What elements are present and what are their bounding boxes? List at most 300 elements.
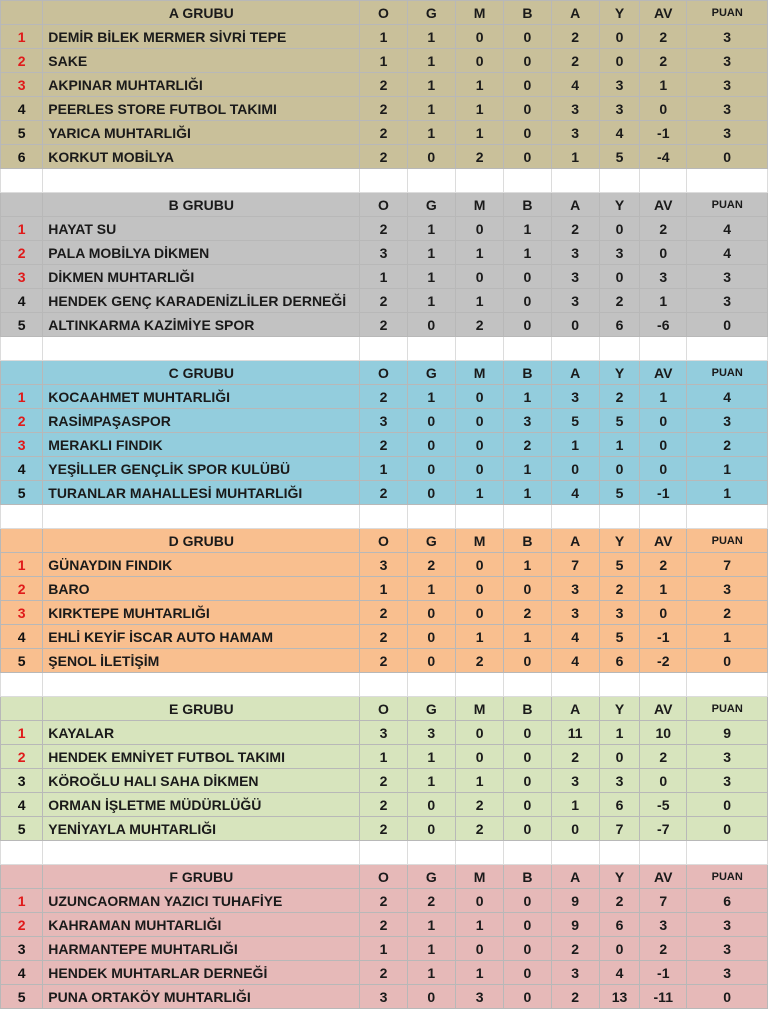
played-cell: 2 — [360, 961, 407, 985]
spacer-cell — [599, 841, 639, 865]
column-header-played: O — [360, 865, 407, 889]
group-header-row — [1, 697, 768, 721]
spacer-cell — [551, 169, 599, 193]
goals-against-cell: 3 — [599, 241, 639, 265]
won-cell: 1 — [407, 265, 455, 289]
goals-for-cell: 4 — [551, 73, 599, 97]
column-header-won: G — [407, 361, 455, 385]
goal-difference-cell: 0 — [640, 769, 687, 793]
spacer-cell — [455, 169, 503, 193]
spacer-cell — [455, 337, 503, 361]
team-row — [1, 793, 768, 817]
drawn-cell: 1 — [455, 625, 503, 649]
column-header-won: G — [407, 193, 455, 217]
spacer-cell — [687, 841, 768, 865]
group-spacer-row — [1, 169, 768, 193]
won-cell: 0 — [407, 649, 455, 673]
rank-cell: 6 — [1, 145, 43, 169]
rank-cell: 2 — [1, 241, 43, 265]
column-header-drawn: M — [455, 697, 503, 721]
points-cell: 4 — [687, 385, 768, 409]
played-cell: 2 — [360, 433, 407, 457]
goals-against-cell: 6 — [599, 649, 639, 673]
rank-cell: 3 — [1, 433, 43, 457]
points-cell: 1 — [687, 625, 768, 649]
goals-against-cell: 0 — [599, 457, 639, 481]
drawn-cell: 1 — [455, 289, 503, 313]
points-cell: 9 — [687, 721, 768, 745]
lost-cell: 0 — [504, 25, 551, 49]
spacer-cell — [599, 673, 639, 697]
rank-cell: 4 — [1, 457, 43, 481]
team-name-cell: MERAKLI FINDIK — [43, 433, 360, 457]
goals-for-cell: 4 — [551, 649, 599, 673]
goals-for-cell: 3 — [551, 385, 599, 409]
points-cell: 3 — [687, 937, 768, 961]
team-name-cell: BARO — [43, 577, 360, 601]
team-row — [1, 481, 768, 505]
column-header-goals-against: Y — [599, 361, 639, 385]
played-cell: 3 — [360, 241, 407, 265]
column-header-won: G — [407, 697, 455, 721]
goals-against-cell: 2 — [599, 577, 639, 601]
spacer-cell — [599, 337, 639, 361]
points-cell: 0 — [687, 985, 768, 1009]
team-row — [1, 409, 768, 433]
goals-against-cell: 13 — [599, 985, 639, 1009]
goals-for-cell: 2 — [551, 49, 599, 73]
goal-difference-cell: -5 — [640, 793, 687, 817]
spacer-cell — [551, 505, 599, 529]
spacer-cell — [687, 337, 768, 361]
goals-against-cell: 5 — [599, 409, 639, 433]
spacer-cell — [1, 337, 43, 361]
goals-against-cell: 3 — [599, 97, 639, 121]
lost-cell: 0 — [504, 97, 551, 121]
spacer-cell — [640, 169, 687, 193]
column-header-won: G — [407, 1, 455, 25]
goals-against-cell: 2 — [599, 385, 639, 409]
goals-for-cell: 3 — [551, 601, 599, 625]
points-cell: 3 — [687, 913, 768, 937]
goal-difference-cell: 0 — [640, 409, 687, 433]
spacer-cell — [640, 841, 687, 865]
column-header-goals-for: A — [551, 1, 599, 25]
played-cell: 2 — [360, 601, 407, 625]
drawn-cell: 0 — [455, 217, 503, 241]
team-name-cell: RASİMPAŞASPOR — [43, 409, 360, 433]
played-cell: 2 — [360, 481, 407, 505]
played-cell: 2 — [360, 649, 407, 673]
points-cell: 0 — [687, 313, 768, 337]
points-cell: 3 — [687, 49, 768, 73]
team-row — [1, 961, 768, 985]
spacer-cell — [360, 505, 407, 529]
drawn-cell: 1 — [455, 73, 503, 97]
spacer-cell — [43, 337, 360, 361]
rank-cell: 4 — [1, 961, 43, 985]
goals-for-cell: 9 — [551, 889, 599, 913]
drawn-cell: 0 — [455, 577, 503, 601]
points-cell: 3 — [687, 577, 768, 601]
won-cell: 1 — [407, 97, 455, 121]
team-row — [1, 313, 768, 337]
column-header-points: PUAN — [687, 361, 768, 385]
goals-against-cell: 1 — [599, 721, 639, 745]
drawn-cell: 1 — [455, 913, 503, 937]
team-row — [1, 217, 768, 241]
drawn-cell: 0 — [455, 721, 503, 745]
goal-difference-cell: 0 — [640, 457, 687, 481]
column-header-goals-for: A — [551, 529, 599, 553]
column-header-points: PUAN — [687, 697, 768, 721]
goals-for-cell: 7 — [551, 553, 599, 577]
spacer-cell — [455, 505, 503, 529]
goal-difference-cell: -7 — [640, 817, 687, 841]
team-name-cell: ŞENOL İLETİŞİM — [43, 649, 360, 673]
spacer-cell — [551, 673, 599, 697]
group-header-row — [1, 193, 768, 217]
header-blank-cell — [1, 865, 43, 889]
team-row — [1, 937, 768, 961]
team-row — [1, 121, 768, 145]
rank-cell: 5 — [1, 817, 43, 841]
played-cell: 1 — [360, 745, 407, 769]
team-row — [1, 433, 768, 457]
column-header-goal-difference: AV — [640, 865, 687, 889]
lost-cell: 1 — [504, 625, 551, 649]
team-row — [1, 73, 768, 97]
column-header-points: PUAN — [687, 865, 768, 889]
spacer-cell — [43, 505, 360, 529]
points-cell: 3 — [687, 73, 768, 97]
lost-cell: 0 — [504, 73, 551, 97]
goals-for-cell: 11 — [551, 721, 599, 745]
goals-for-cell: 3 — [551, 289, 599, 313]
lost-cell: 0 — [504, 745, 551, 769]
goals-for-cell: 0 — [551, 457, 599, 481]
goals-against-cell: 2 — [599, 289, 639, 313]
goal-difference-cell: 2 — [640, 49, 687, 73]
lost-cell: 0 — [504, 265, 551, 289]
goals-against-cell: 0 — [599, 25, 639, 49]
column-header-played: O — [360, 1, 407, 25]
goals-for-cell: 3 — [551, 265, 599, 289]
goal-difference-cell: 0 — [640, 97, 687, 121]
lost-cell: 0 — [504, 793, 551, 817]
column-header-played: O — [360, 361, 407, 385]
team-name-cell: KORKUT MOBİLYA — [43, 145, 360, 169]
drawn-cell: 0 — [455, 937, 503, 961]
group-header-row — [1, 1, 768, 25]
team-name-cell: KÖROĞLU HALI SAHA DİKMEN — [43, 769, 360, 793]
column-header-drawn: M — [455, 865, 503, 889]
column-header-points: PUAN — [687, 1, 768, 25]
team-row — [1, 889, 768, 913]
spacer-cell — [43, 673, 360, 697]
spacer-cell — [1, 505, 43, 529]
team-name-cell: HAYAT SU — [43, 217, 360, 241]
team-name-cell: PALA MOBİLYA DİKMEN — [43, 241, 360, 265]
team-row — [1, 457, 768, 481]
spacer-cell — [360, 841, 407, 865]
team-name-cell: UZUNCAORMAN YAZICI TUHAFİYE — [43, 889, 360, 913]
group-title: F GRUBU — [43, 865, 360, 889]
rank-cell: 5 — [1, 313, 43, 337]
goals-against-cell: 4 — [599, 961, 639, 985]
goals-against-cell: 2 — [599, 889, 639, 913]
goals-for-cell: 1 — [551, 145, 599, 169]
column-header-goal-difference: AV — [640, 1, 687, 25]
lost-cell: 2 — [504, 601, 551, 625]
drawn-cell: 3 — [455, 985, 503, 1009]
won-cell: 1 — [407, 121, 455, 145]
spacer-cell — [687, 673, 768, 697]
rank-cell: 4 — [1, 97, 43, 121]
lost-cell: 0 — [504, 937, 551, 961]
spacer-cell — [455, 841, 503, 865]
goal-difference-cell: 1 — [640, 577, 687, 601]
lost-cell: 0 — [504, 769, 551, 793]
played-cell: 1 — [360, 25, 407, 49]
spacer-cell — [43, 169, 360, 193]
lost-cell: 0 — [504, 985, 551, 1009]
goal-difference-cell: -2 — [640, 649, 687, 673]
goals-against-cell: 0 — [599, 49, 639, 73]
won-cell: 0 — [407, 409, 455, 433]
points-cell: 7 — [687, 553, 768, 577]
rank-cell: 4 — [1, 625, 43, 649]
goals-for-cell: 3 — [551, 241, 599, 265]
goals-for-cell: 3 — [551, 121, 599, 145]
points-cell: 3 — [687, 409, 768, 433]
goals-for-cell: 2 — [551, 985, 599, 1009]
played-cell: 2 — [360, 817, 407, 841]
column-header-goals-against: Y — [599, 865, 639, 889]
team-row — [1, 97, 768, 121]
team-name-cell: YARICA MUHTARLIĞI — [43, 121, 360, 145]
played-cell: 2 — [360, 121, 407, 145]
won-cell: 1 — [407, 577, 455, 601]
rank-cell: 1 — [1, 553, 43, 577]
lost-cell: 0 — [504, 649, 551, 673]
goals-against-cell: 0 — [599, 745, 639, 769]
team-name-cell: HENDEK EMNİYET FUTBOL TAKIMI — [43, 745, 360, 769]
spacer-cell — [599, 505, 639, 529]
played-cell: 2 — [360, 889, 407, 913]
team-row — [1, 25, 768, 49]
goal-difference-cell: 2 — [640, 553, 687, 577]
goals-against-cell: 5 — [599, 553, 639, 577]
team-name-cell: EHLİ KEYİF İSCAR AUTO HAMAM — [43, 625, 360, 649]
spacer-cell — [1, 841, 43, 865]
column-header-won: G — [407, 529, 455, 553]
goals-against-cell: 6 — [599, 313, 639, 337]
team-row — [1, 145, 768, 169]
drawn-cell: 1 — [455, 97, 503, 121]
column-header-goal-difference: AV — [640, 529, 687, 553]
drawn-cell: 2 — [455, 817, 503, 841]
goals-for-cell: 2 — [551, 217, 599, 241]
played-cell: 2 — [360, 97, 407, 121]
team-name-cell: KAYALAR — [43, 721, 360, 745]
team-row — [1, 625, 768, 649]
column-header-points: PUAN — [687, 529, 768, 553]
played-cell: 2 — [360, 625, 407, 649]
drawn-cell: 0 — [455, 433, 503, 457]
goal-difference-cell: 10 — [640, 721, 687, 745]
points-cell: 3 — [687, 265, 768, 289]
lost-cell: 0 — [504, 313, 551, 337]
played-cell: 3 — [360, 985, 407, 1009]
goals-for-cell: 4 — [551, 481, 599, 505]
drawn-cell: 1 — [455, 241, 503, 265]
team-row — [1, 649, 768, 673]
points-cell: 6 — [687, 889, 768, 913]
goal-difference-cell: -1 — [640, 625, 687, 649]
drawn-cell: 0 — [455, 49, 503, 73]
points-cell: 3 — [687, 961, 768, 985]
played-cell: 2 — [360, 793, 407, 817]
goals-against-cell: 6 — [599, 793, 639, 817]
spacer-cell — [1, 169, 43, 193]
goals-for-cell: 9 — [551, 913, 599, 937]
rank-cell: 1 — [1, 889, 43, 913]
column-header-lost: B — [504, 529, 551, 553]
rank-cell: 1 — [1, 385, 43, 409]
team-row — [1, 241, 768, 265]
points-cell: 2 — [687, 601, 768, 625]
team-name-cell: GÜNAYDIN FINDIK — [43, 553, 360, 577]
drawn-cell: 0 — [455, 889, 503, 913]
team-name-cell: PUNA ORTAKÖY MUHTARLIĞI — [43, 985, 360, 1009]
won-cell: 1 — [407, 241, 455, 265]
goal-difference-cell: 3 — [640, 913, 687, 937]
won-cell: 1 — [407, 217, 455, 241]
goals-against-cell: 3 — [599, 769, 639, 793]
lost-cell: 0 — [504, 961, 551, 985]
goals-for-cell: 0 — [551, 817, 599, 841]
team-name-cell: AKPINAR MUHTARLIĞI — [43, 73, 360, 97]
goal-difference-cell: 0 — [640, 241, 687, 265]
spacer-cell — [687, 505, 768, 529]
rank-cell: 1 — [1, 721, 43, 745]
drawn-cell: 0 — [455, 601, 503, 625]
team-name-cell: YENİYAYLA MUHTARLIĞI — [43, 817, 360, 841]
header-blank-cell — [1, 697, 43, 721]
goals-for-cell: 1 — [551, 433, 599, 457]
lost-cell: 0 — [504, 913, 551, 937]
column-header-goals-against: Y — [599, 1, 639, 25]
drawn-cell: 2 — [455, 313, 503, 337]
played-cell: 2 — [360, 913, 407, 937]
team-name-cell: KIRKTEPE MUHTARLIĞI — [43, 601, 360, 625]
won-cell: 1 — [407, 913, 455, 937]
spacer-cell — [455, 673, 503, 697]
lost-cell: 0 — [504, 889, 551, 913]
spacer-cell — [407, 337, 455, 361]
spacer-cell — [640, 673, 687, 697]
won-cell: 0 — [407, 601, 455, 625]
goals-for-cell: 5 — [551, 409, 599, 433]
drawn-cell: 0 — [455, 25, 503, 49]
lost-cell: 0 — [504, 577, 551, 601]
won-cell: 1 — [407, 49, 455, 73]
spacer-cell — [1, 673, 43, 697]
spacer-cell — [407, 505, 455, 529]
column-header-goals-against: Y — [599, 529, 639, 553]
won-cell: 1 — [407, 289, 455, 313]
rank-cell: 3 — [1, 601, 43, 625]
won-cell: 1 — [407, 961, 455, 985]
group-title: E GRUBU — [43, 697, 360, 721]
won-cell: 0 — [407, 481, 455, 505]
goal-difference-cell: -1 — [640, 481, 687, 505]
column-header-goals-for: A — [551, 697, 599, 721]
goal-difference-cell: -1 — [640, 121, 687, 145]
column-header-points: PUAN — [687, 193, 768, 217]
won-cell: 1 — [407, 769, 455, 793]
spacer-cell — [360, 337, 407, 361]
column-header-goal-difference: AV — [640, 193, 687, 217]
goals-for-cell: 3 — [551, 97, 599, 121]
points-cell: 0 — [687, 817, 768, 841]
won-cell: 1 — [407, 385, 455, 409]
goals-against-cell: 0 — [599, 265, 639, 289]
group-header-row — [1, 529, 768, 553]
spacer-cell — [360, 673, 407, 697]
group-spacer-row — [1, 337, 768, 361]
won-cell: 1 — [407, 73, 455, 97]
team-row — [1, 985, 768, 1009]
spacer-cell — [407, 169, 455, 193]
rank-cell: 4 — [1, 289, 43, 313]
team-name-cell: HENDEK GENÇ KARADENİZLİLER DERNEĞİ — [43, 289, 360, 313]
lost-cell: 1 — [504, 481, 551, 505]
goals-for-cell: 2 — [551, 937, 599, 961]
spacer-cell — [407, 673, 455, 697]
played-cell: 2 — [360, 385, 407, 409]
points-cell: 3 — [687, 289, 768, 313]
drawn-cell: 1 — [455, 961, 503, 985]
rank-cell: 2 — [1, 745, 43, 769]
header-blank-cell — [1, 193, 43, 217]
played-cell: 3 — [360, 553, 407, 577]
played-cell: 1 — [360, 265, 407, 289]
column-header-drawn: M — [455, 193, 503, 217]
rank-cell: 5 — [1, 481, 43, 505]
lost-cell: 1 — [504, 217, 551, 241]
goal-difference-cell: 7 — [640, 889, 687, 913]
goals-against-cell: 5 — [599, 145, 639, 169]
column-header-goal-difference: AV — [640, 697, 687, 721]
lost-cell: 0 — [504, 289, 551, 313]
drawn-cell: 0 — [455, 409, 503, 433]
column-header-drawn: M — [455, 361, 503, 385]
drawn-cell: 2 — [455, 145, 503, 169]
points-cell: 3 — [687, 97, 768, 121]
spacer-cell — [640, 505, 687, 529]
spacer-cell — [504, 673, 551, 697]
goal-difference-cell: -6 — [640, 313, 687, 337]
rank-cell: 3 — [1, 73, 43, 97]
header-blank-cell — [1, 361, 43, 385]
goals-for-cell: 3 — [551, 961, 599, 985]
column-header-won: G — [407, 865, 455, 889]
team-row — [1, 721, 768, 745]
points-cell: 1 — [687, 457, 768, 481]
won-cell: 3 — [407, 721, 455, 745]
